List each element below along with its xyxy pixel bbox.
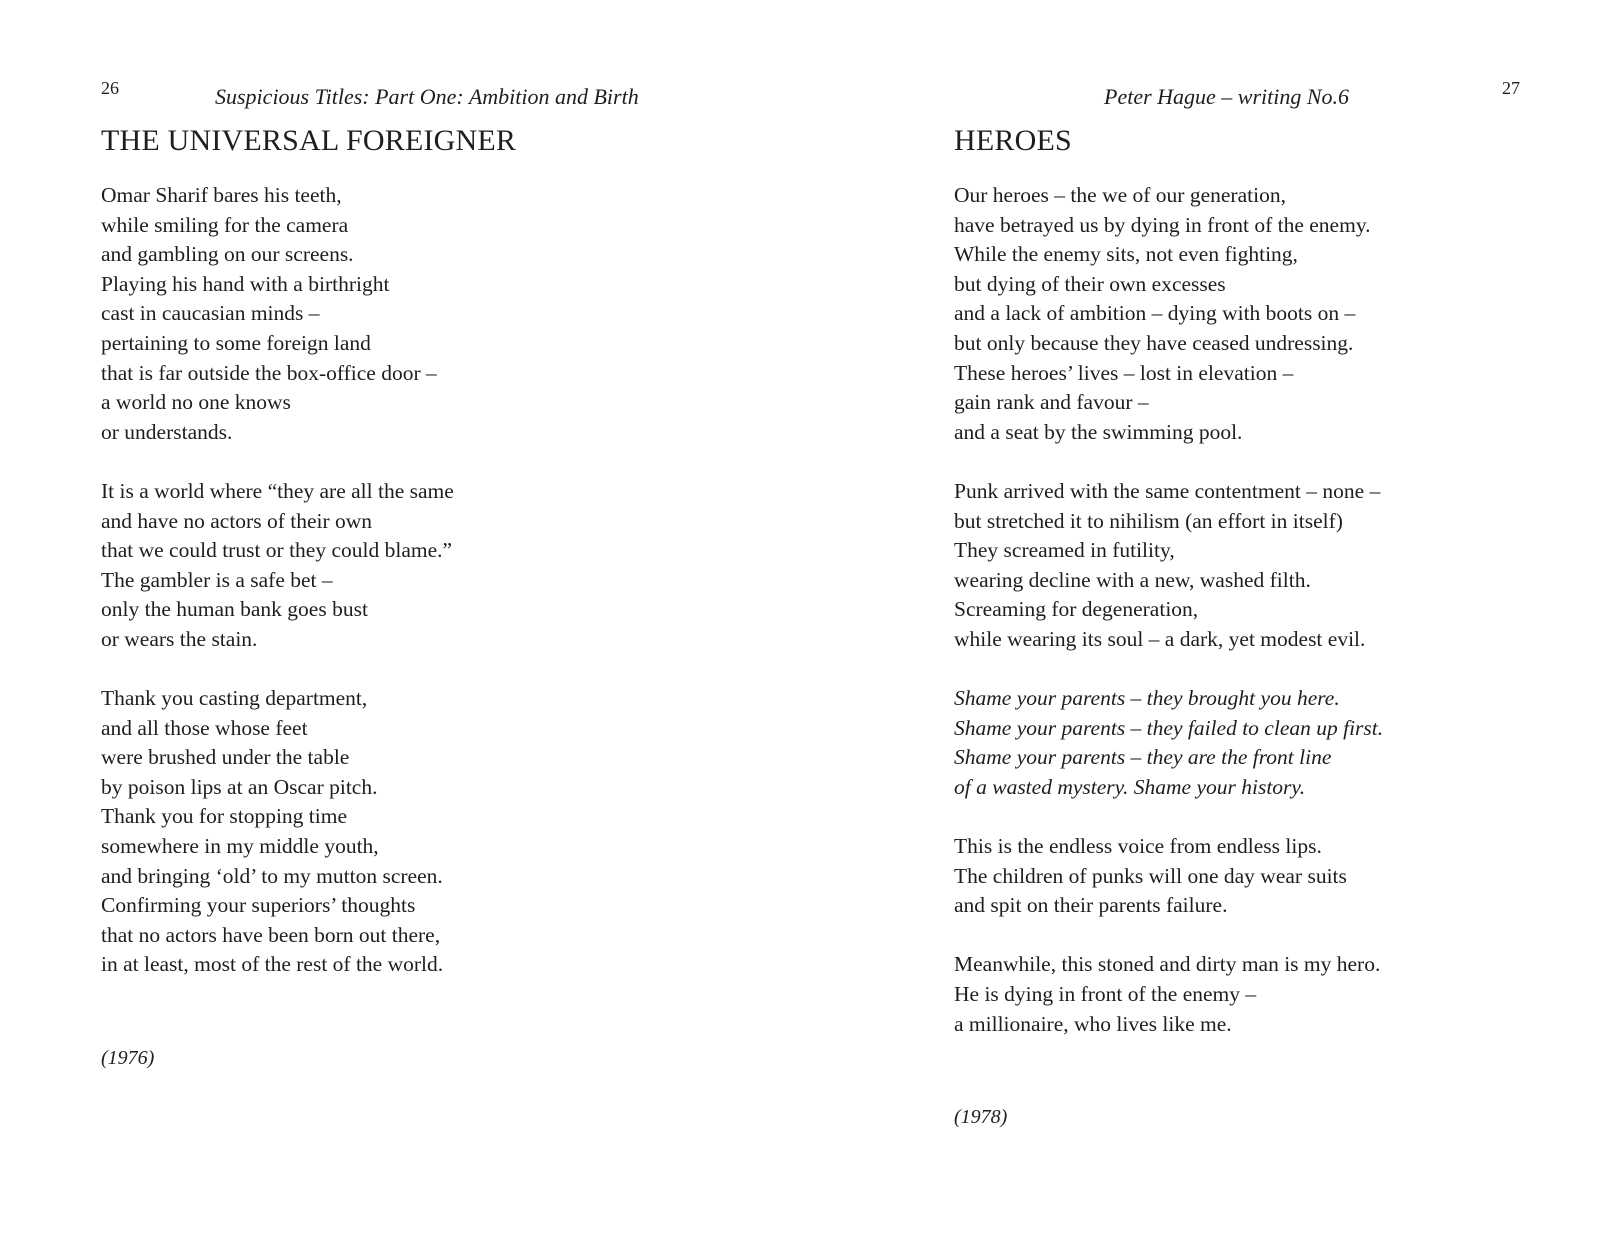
poem-line: Our heroes – the we of our generation, bbox=[954, 183, 1286, 207]
poem-line: The children of punks will one day wear suits bbox=[954, 863, 1347, 888]
poem-line: Playing his hand with a birthright bbox=[101, 271, 390, 296]
poem-line: of a wasted mystery. Shame your history. bbox=[954, 774, 1306, 799]
poem-line: Confirming your superiors’ thoughts bbox=[101, 893, 416, 918]
poem-line: while wearing its soul – a dark, yet modest evil. bbox=[954, 626, 1366, 651]
poem-line: pertaining to some foreign land bbox=[101, 330, 371, 355]
stanza-italic bbox=[954, 684, 1383, 802]
poem-line: These heroes’ lives – lost in elevation – bbox=[954, 360, 1294, 385]
page-number: 27 bbox=[1502, 78, 1520, 98]
poem-line: somewhere in my middle youth, bbox=[101, 834, 379, 859]
poem-line: Shame your parents – they are the front line bbox=[954, 745, 1332, 770]
poem-body bbox=[101, 181, 454, 1010]
poem-line: were brushed under the table bbox=[101, 745, 350, 770]
poem-line: Thank you casting department, bbox=[101, 686, 368, 711]
poem-line: have betrayed us by dying in front of the enemy. bbox=[954, 212, 1371, 237]
page-number: 26 bbox=[101, 78, 119, 98]
poem-line: in at least, most of the rest of the world. bbox=[101, 952, 444, 977]
poem-line: that is far outside the box-office door – bbox=[101, 360, 437, 385]
poem-line: and gambling on our screens. bbox=[101, 242, 354, 267]
poem-line: or understands. bbox=[101, 419, 233, 444]
poem-date: (1978) bbox=[954, 1106, 1008, 1128]
poem-title: THE UNIVERSAL FOREIGNER bbox=[101, 124, 517, 157]
poem-line: The gambler is a safe bet – bbox=[101, 567, 333, 592]
poem-line: but stretched it to nihilism (an effort in itself) bbox=[954, 508, 1343, 533]
poem-line: and all those whose feet bbox=[101, 715, 308, 740]
poem-line: Screaming for degeneration, bbox=[954, 597, 1199, 622]
poem-line: but dying of their own excesses bbox=[954, 271, 1226, 296]
poem-line: by poison lips at an Oscar pitch. bbox=[101, 774, 378, 799]
poem-line: and a lack of ambition – dying with boots on – bbox=[954, 301, 1356, 326]
poem-line: only the human bank goes bust bbox=[101, 597, 368, 622]
poem-body bbox=[954, 181, 1383, 1069]
poem-line: Omar Sharif bares his teeth, bbox=[101, 183, 342, 207]
stanza bbox=[101, 684, 454, 980]
poem-line: and bringing ‘old’ to my mutton screen. bbox=[101, 863, 443, 888]
poem-line: While the enemy sits, not even fighting, bbox=[954, 242, 1298, 267]
poem-line: but only because they have ceased undressing. bbox=[954, 330, 1354, 355]
poem-line: This is the endless voice from endless lips. bbox=[954, 834, 1322, 859]
poem-line: a millionaire, who lives like me. bbox=[954, 1011, 1232, 1036]
poem-title: HEROES bbox=[954, 124, 1072, 157]
poem-line: that we could trust or they could blame.” bbox=[101, 538, 453, 563]
running-head: Peter Hague – writing No.6 bbox=[1104, 84, 1350, 109]
poem-line: Punk arrived with the same contentment – none – bbox=[954, 478, 1381, 503]
poem-line: They screamed in futility, bbox=[954, 538, 1175, 563]
stanza bbox=[101, 477, 454, 655]
poem-line: Meanwhile, this stoned and dirty man is my hero. bbox=[954, 952, 1381, 977]
stanza bbox=[101, 181, 454, 447]
poem-line: wearing decline with a new, washed filth. bbox=[954, 567, 1311, 592]
stanza bbox=[954, 477, 1383, 655]
poem-line: or wears the stain. bbox=[101, 626, 258, 651]
poem-line: a world no one knows bbox=[101, 390, 291, 415]
poem-line: gain rank and favour – bbox=[954, 390, 1149, 415]
running-head: Suspicious Titles: Part One: Ambition and Birth bbox=[215, 84, 639, 109]
poem-line: He is dying in front of the enemy – bbox=[954, 982, 1257, 1007]
poem-line: Shame your parents – they failed to clean up first. bbox=[954, 715, 1384, 740]
poem-line: It is a world where “they are all the same bbox=[101, 478, 454, 503]
poem-line: and spit on their parents failure. bbox=[954, 893, 1228, 918]
poem-line: while smiling for the camera bbox=[101, 212, 349, 237]
stanza bbox=[954, 181, 1383, 447]
stanza bbox=[954, 832, 1383, 921]
poem-line: cast in caucasian minds – bbox=[101, 301, 320, 326]
stanza bbox=[954, 950, 1383, 1039]
right-page bbox=[807, 0, 1614, 1254]
poem-line: that no actors have been born out there, bbox=[101, 922, 441, 947]
poem-line: and have no actors of their own bbox=[101, 508, 373, 533]
poem-line: Shame your parents – they brought you here. bbox=[954, 686, 1340, 711]
poem-line: Thank you for stopping time bbox=[101, 804, 348, 829]
poem-line: and a seat by the swimming pool. bbox=[954, 419, 1243, 444]
poem-date: (1976) bbox=[101, 1047, 155, 1069]
